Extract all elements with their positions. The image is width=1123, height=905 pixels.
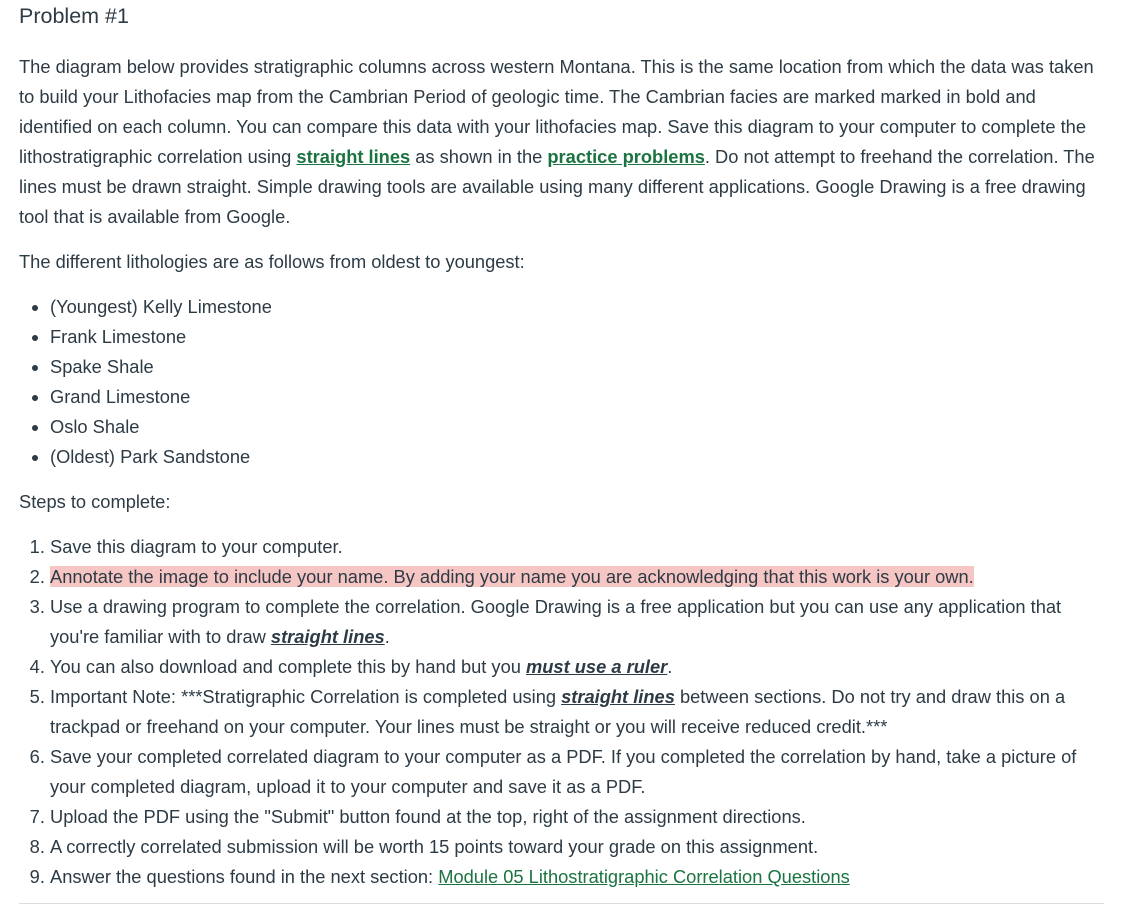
intro-text-2: as shown in the	[410, 146, 548, 167]
list-item: • Frank Limestone	[50, 322, 1104, 352]
step-5-emphasis: straight lines	[561, 686, 675, 707]
list-item: • (Oldest) Park Sandstone	[50, 442, 1104, 472]
list-item: • Grand Limestone	[50, 382, 1104, 412]
list-item: • Spake Shale	[50, 352, 1104, 382]
step-2	[50, 562, 1104, 592]
step-3-text: Use a drawing program to complete the correlation. Google Drawing is a free application but you can use any application that you're familiar with to draw	[50, 596, 1062, 647]
step-3	[50, 592, 1104, 652]
steps-list	[19, 532, 1104, 892]
step-6: 6. Save your completed correlated diagram to your computer as a PDF. If you completed the correlation by hand, take a picture of your completed diagram, upload it to your computer and save it as a PDF.	[50, 742, 1104, 802]
step-5-text: Important Note: ***Stratigraphic Correlation is completed using	[50, 686, 562, 707]
lithology-list	[19, 292, 1104, 472]
step-4	[50, 652, 1104, 682]
step-3-emphasis: straight lines	[270, 626, 385, 647]
divider	[19, 903, 1104, 904]
step-1: 1. Save this diagram to your computer.	[50, 532, 1104, 562]
practice-problems-link[interactable]: practice problems	[547, 146, 705, 167]
intro-text-3: . Do not attempt to freehand the correlation. The lines must be drawn straight. Simple drawing tools are available using many different applications. Google Drawing is a free drawing tool that is available from Google.	[19, 146, 1095, 227]
step-4-text: You can also download and complete this by hand but you	[50, 656, 526, 677]
steps-intro: Steps to complete:	[19, 491, 171, 512]
intro-text-1: The diagram below provides stratigraphic columns across western Montana. This is the same location from which the data was taken to build your Lithofacies map from the Cambrian Period of geologic time. The Cambrian facies are marked marked in bold and identified on each column. You can compare this data with your lithofacies map. Save this diagram to your computer to complete the lithostratigraphic correlation using	[19, 56, 1094, 167]
page-title: Problem #1	[19, 4, 129, 28]
straight-lines-link[interactable]: straight lines	[296, 146, 411, 167]
step-8: 8. A correctly correlated submission will be worth 15 points toward your grade on this assignment.	[50, 832, 1104, 862]
step-4-end: .	[667, 656, 673, 677]
lithology-order-intro: The different lithologies are as follows from oldest to youngest:	[19, 251, 525, 272]
module-05-questions-link[interactable]: Module 05 Lithostratigraphic Correlation Questions	[438, 866, 850, 887]
intro-paragraph	[19, 52, 1104, 232]
step-5	[50, 682, 1104, 742]
step-9	[50, 862, 1104, 892]
step-7: 7. Upload the PDF using the "Submit" button found at the top, right of the assignment directions.	[50, 802, 1104, 832]
list-item: • (Youngest) Kelly Limestone	[50, 292, 1104, 322]
list-item: • Oslo Shale	[50, 412, 1104, 442]
step-5-end: between sections. Do not try and draw this on a trackpad or freehand on your computer. Your lines must be straight or you will receive reduced credit.***	[50, 686, 1066, 737]
step-4-emphasis: must use a ruler	[526, 656, 668, 677]
highlighted-step-text: Annotate the image to include your name. By adding your name you are acknowledging that this work is your own.	[50, 566, 974, 587]
step-9-text: Answer the questions found in the next section:	[50, 866, 439, 887]
step-3-end: .	[384, 626, 390, 647]
